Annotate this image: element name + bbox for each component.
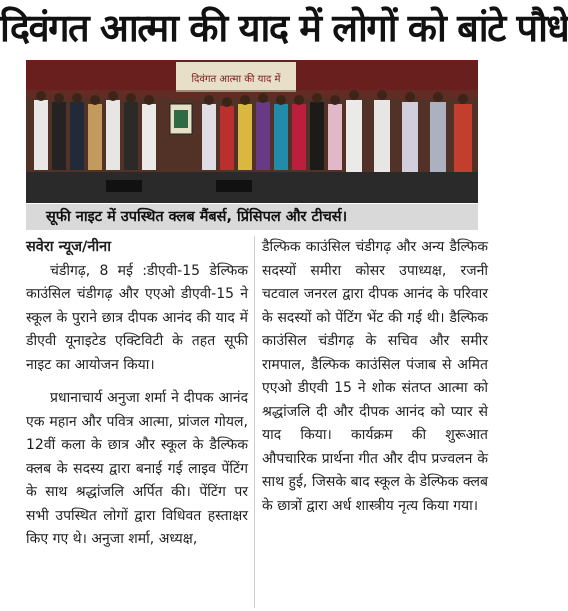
byline: सवेरा न्यूज/नीना	[26, 239, 111, 255]
paragraph-3: डैल्फिक काउंसिल चंडीगढ़ और अन्य डैल्फिक सदस्यों समीरा कोसर उपाध्यक्ष, रजनी चटवाल जनरल द्वारा दीपक आनंद के परिवार के सदस्यों को पेंटिंग भेंट की गई थी। डैल्फिक काउंसिल चंडीगढ़ के सचिव और समीर रामपाल, डैल्फिक काउंसिल पंजाब से अमित एएओ डीएवी 15 ने शोक संतप्त आत्मा को श्रद्धांजलि दी और दीपक आनंद को प्यार से याद किया। कार्यक्रम की शुरूआत औपचारिक प्रार्थना गीत और दीप प्रज्वलन के साथ हुई, जिसके बाद स्कूल के डेल्फिक क्लब के छात्रों द्वारा अर्ध शास्त्रीय नृत्य किया गया।	[262, 239, 488, 514]
photo-illustration	[26, 60, 478, 203]
paragraph-2: प्रधानाचार्य अनुजा शर्मा ने दीपक आनंद एक महान और पवित्र आत्मा, प्रांजल गोयल, 12वीं कला के छात्र और स्कूल के डैल्फिक क्लब के सदस्य द्वारा बनाई गई लाइव पेंटिंग के साथ श्रद्धांजलि अर्पित की। पेंटिंग पर सभी उपस्थित लोगों द्वारा विधिवत हस्ताक्षर किए गए थे। अनुजा शर्मा, अध्यक्ष,	[26, 390, 248, 547]
article-column-left	[26, 236, 248, 552]
article-column-right	[262, 236, 488, 518]
news-photo	[26, 60, 478, 203]
column-divider	[254, 236, 255, 608]
photo-caption: सूफी नाइट में उपस्थित क्लब मैंबर्स, प्रिंसिपल और टीचर्स।	[46, 209, 348, 225]
headline: दिवंगत आत्मा की याद में लोगों को बांटे पौधे	[0, 6, 568, 50]
photo-banner-text: दिवंगत आत्मा की याद में	[191, 74, 281, 85]
paragraph-1: चंडीगढ़, 8 मई :डीएवी-15 डेल्फिक काउंसिल चंडीगढ़ और एएओ डीएवी-15 ने स्कूल के पुराने छात्र दीपक आनंद की याद में डीएवी यूनाइटेड एक्टिविटी के तहत सूफी नाइट का आयोजन किया।	[26, 262, 248, 373]
